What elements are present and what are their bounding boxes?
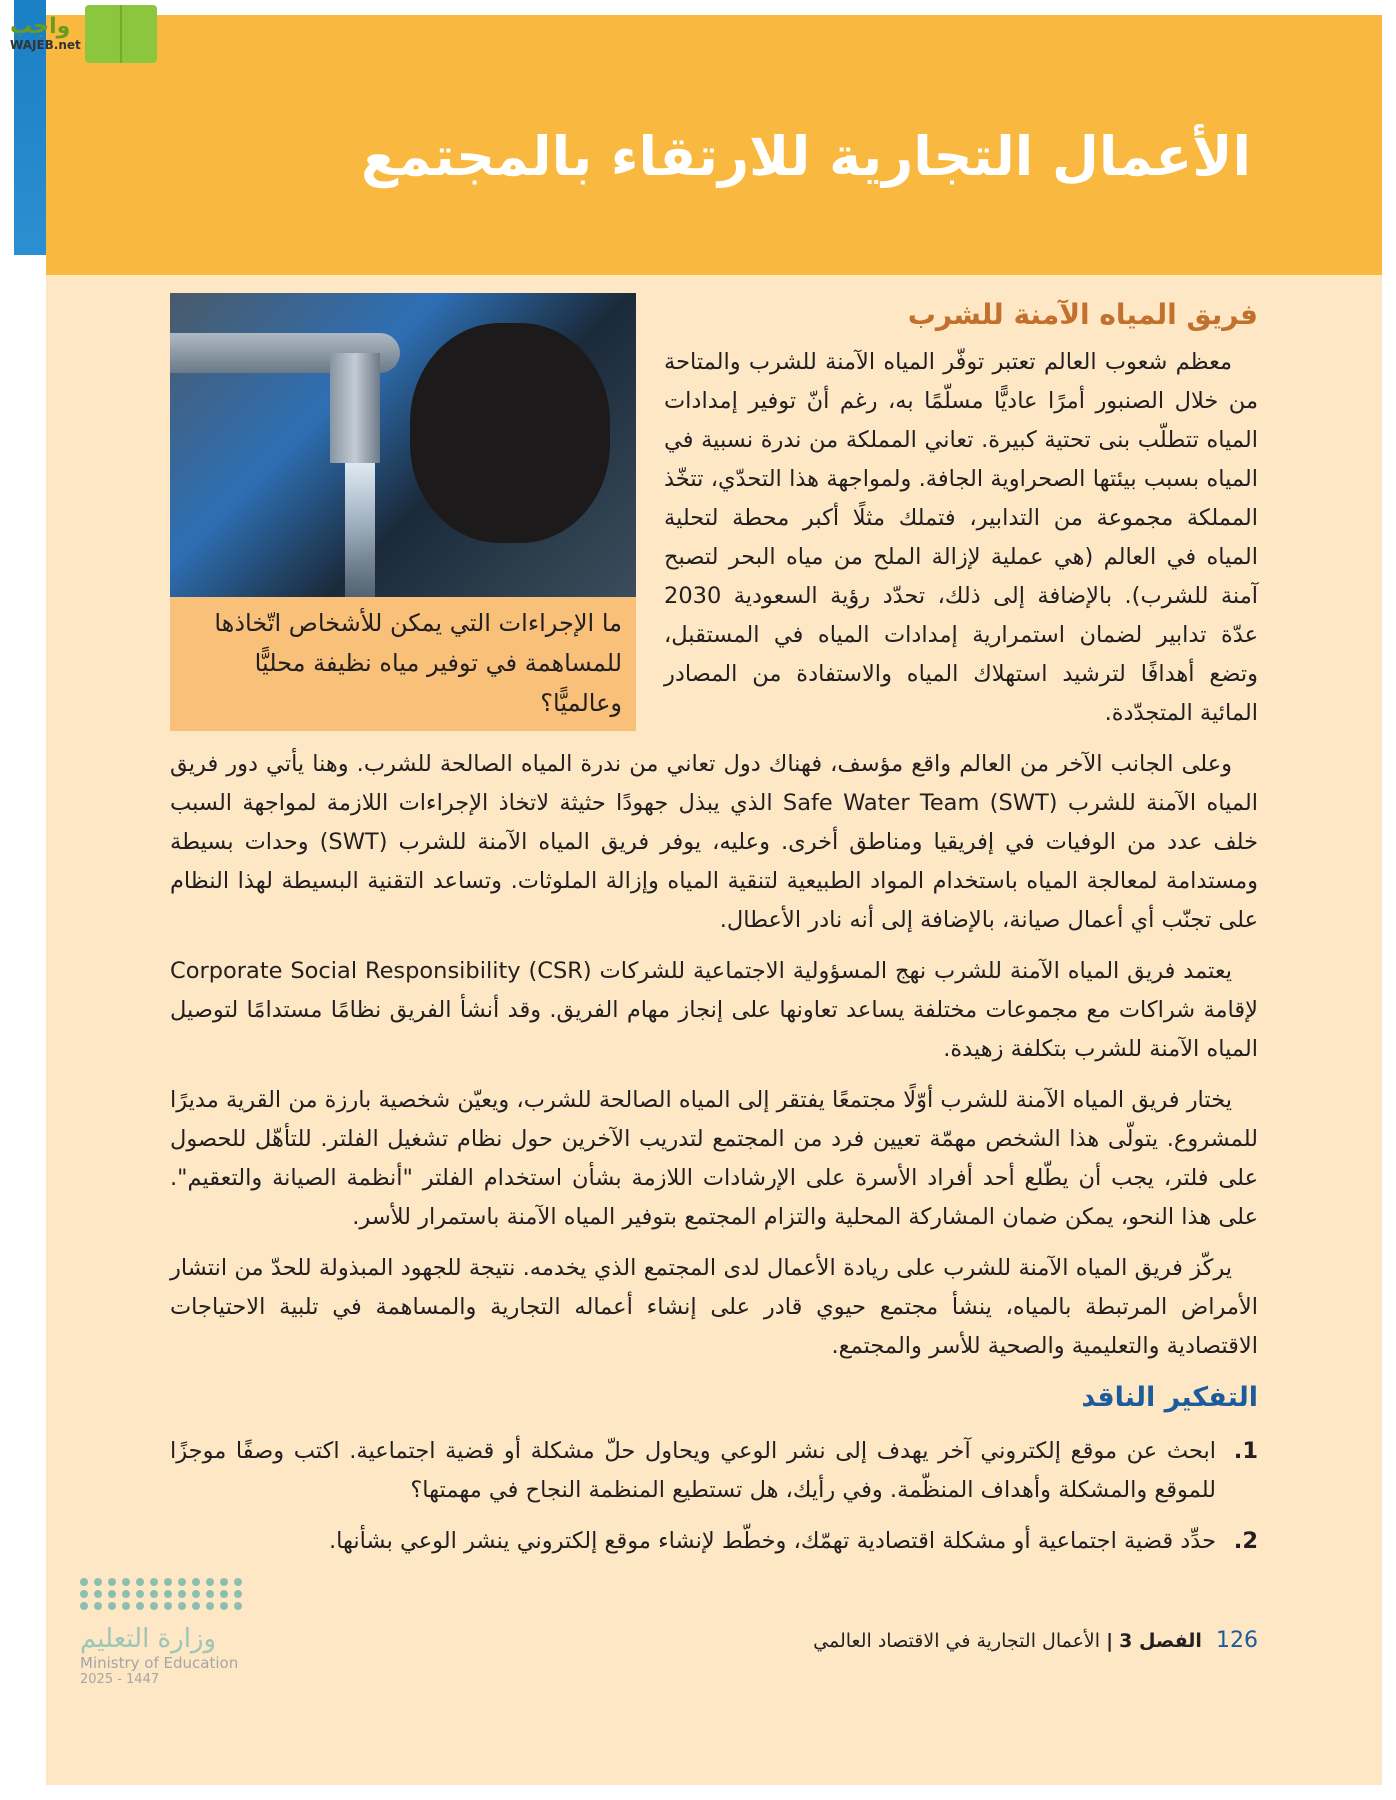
logo-en: WAJEB.net: [10, 38, 81, 52]
question-number: 2.: [1233, 1528, 1258, 1554]
figure-caption: ما الإجراءات التي يمكن للأشخاص اتّخاذها للمساهمة في توفير مياه نظيفة محليًّا وعالميًّا؟: [170, 597, 636, 731]
section-heading: فريق المياه الآمنة للشرب: [907, 298, 1258, 331]
paragraph: يعتمد فريق المياه الآمنة للشرب نهج المسؤولية الاجتماعية للشركات (Corporate Social Responsibility (CSR لإقامة شراكات مع مجموعات مختلفة يساعد تعاونها على إنجاز مهام الفريق. وقد أنشأ الفريق نظامًا مستدامًا لتوصيل المياه الآمنة للشرب بتكلفة زهيدة.: [170, 958, 1258, 1062]
wajeb-logo: [10, 5, 157, 63]
paragraph: وعلى الجانب الآخر من العالم واقع مؤسف، فهناك دول تعاني من ندرة المياه الصالحة للشرب. وهنا يأتي دور فريق المياه الآمنة للشرب (Safe Water Team (SWT الذي يبذل جهودًا حثيثة لاتخاذ الإجراءات اللازمة لمواجهة السبب خلف عدد من الوفيات في إفريقيا ومناطق أخرى. وعليه، يوفر فريق المياه الآمنة للشرب (SWT) وحدات بسيطة ومستدامة لمعالجة المياه باستخدام المواد الطبيعية لتنقية المياه وإزالة الملوثات. وتساعد التقنية البسيطة لهذا النظام على تجنّب أي أعمال صيانة، بالإضافة إلى أنه نادر الأعطال.: [170, 751, 1258, 933]
question-item: [170, 1522, 1258, 1561]
ministry-dots-icon: [80, 1578, 260, 1610]
ministry-name-en: Ministry of Education: [80, 1654, 239, 1672]
question-text: حدِّد قضية اجتماعية أو مشكلة اقتصادية تهمّك، وخطّط لإنشاء موقع إلكتروني ينشر الوعي بشأنها.: [329, 1528, 1216, 1554]
chapter-title: الأعمال التجارية في الاقتصاد العالمي: [813, 1630, 1101, 1652]
paragraph: يختار فريق المياه الآمنة للشرب أوّلًا مجتمعًا يفتقر إلى المياه الصالحة للشرب، ويعيّن شخصية بارزة من القرية مديرًا للمشروع. يتولّى هذا الشخص مهمّة تعيين فرد من المجتمع لتدريب الآخرين حول نظام تشغيل الفلتر. للتأهّل للحصول على فلتر، يجب أن يطّلع أحد أفراد الأسرة على الإرشادات اللازمة بشأن استخدام الفلتر "أنظمة الصيانة والتعقيم". على هذا النحو، يمكن ضمان المشاركة المحلية والتزام المجتمع بتوفير المياه الآمنة باستمرار للأسر.: [170, 1087, 1258, 1230]
question-number: 1.: [1233, 1438, 1258, 1464]
boy-drinking-water-photo: [170, 293, 636, 597]
figure: [170, 293, 636, 731]
book-icon: [85, 5, 157, 63]
chapter-label: الفصل 3: [1119, 1630, 1202, 1652]
page-title: الأعمال التجارية للارتقاء بالمجتمع: [361, 125, 1251, 188]
ministry-name-ar: وزارة التعليم: [80, 1624, 217, 1654]
question-text: ابحث عن موقع إلكتروني آخر يهدف إلى نشر الوعي ويحاول حلّ مشكلة أو قضية اجتماعية. اكتب وصفًا موجزًا للموقع والمشكلة وأهداف المنظّمة. وفي رأيك، هل تستطيع المنظمة النجاح في مهمتها؟: [170, 1438, 1216, 1503]
critical-thinking-heading: التفكير الناقد: [1081, 1382, 1258, 1413]
article: [170, 293, 1258, 1573]
footer-separator: |: [1106, 1630, 1114, 1652]
paragraph: يركّز فريق المياه الآمنة للشرب على ريادة الأعمال لدى المجتمع الذي يخدمه. نتيجة للجهود المبذولة للحدّ من انتشار الأمراض المرتبطة بالمياه، ينشأ مجتمع حيوي قادر على إنشاء أعماله التجارية والمساهمة في تلبية الاحتياجات الاقتصادية والتعليمية والصحية للأسر والمجتمع.: [170, 1255, 1258, 1359]
logo-ar: واجب: [10, 14, 71, 39]
ministry-year: 2025 - 1447: [80, 1672, 160, 1687]
paragraph: معظم شعوب العالم تعتبر توفّر المياه الآمنة للشرب والمتاحة من خلال الصنبور أمرًا عاديًّا مسلّمًا به، رغم أنّ توفير إمدادات المياه تتطلّب بنى تحتية كبيرة. تعاني المملكة من ندرة نسبية في المياه بسبب بيئتها الصحراوية الجافة. ولمواجهة هذا التحدّي، تتخّذ المملكة مجموعة من التدابير، فتملك مثلًا أكبر محطة لتحلية المياه في العالم (هي عملية لإزالة الملح من مياه البحر لتصبح آمنة للشرب). بالإضافة إلى ذلك، تحدّد رؤية السعودية 2030 عدّة تدابير لضمان استمرارية إمدادات المياه في المستقبل، وتضع أهدافًا لترشيد استهلاك المياه والاستفادة من المصادر المائية المتجدّدة.: [664, 349, 1258, 726]
ministry-logo: [80, 1578, 260, 1687]
page-number: 126: [1216, 1628, 1258, 1653]
page-footer: [813, 1628, 1258, 1653]
question-item: [170, 1432, 1258, 1510]
